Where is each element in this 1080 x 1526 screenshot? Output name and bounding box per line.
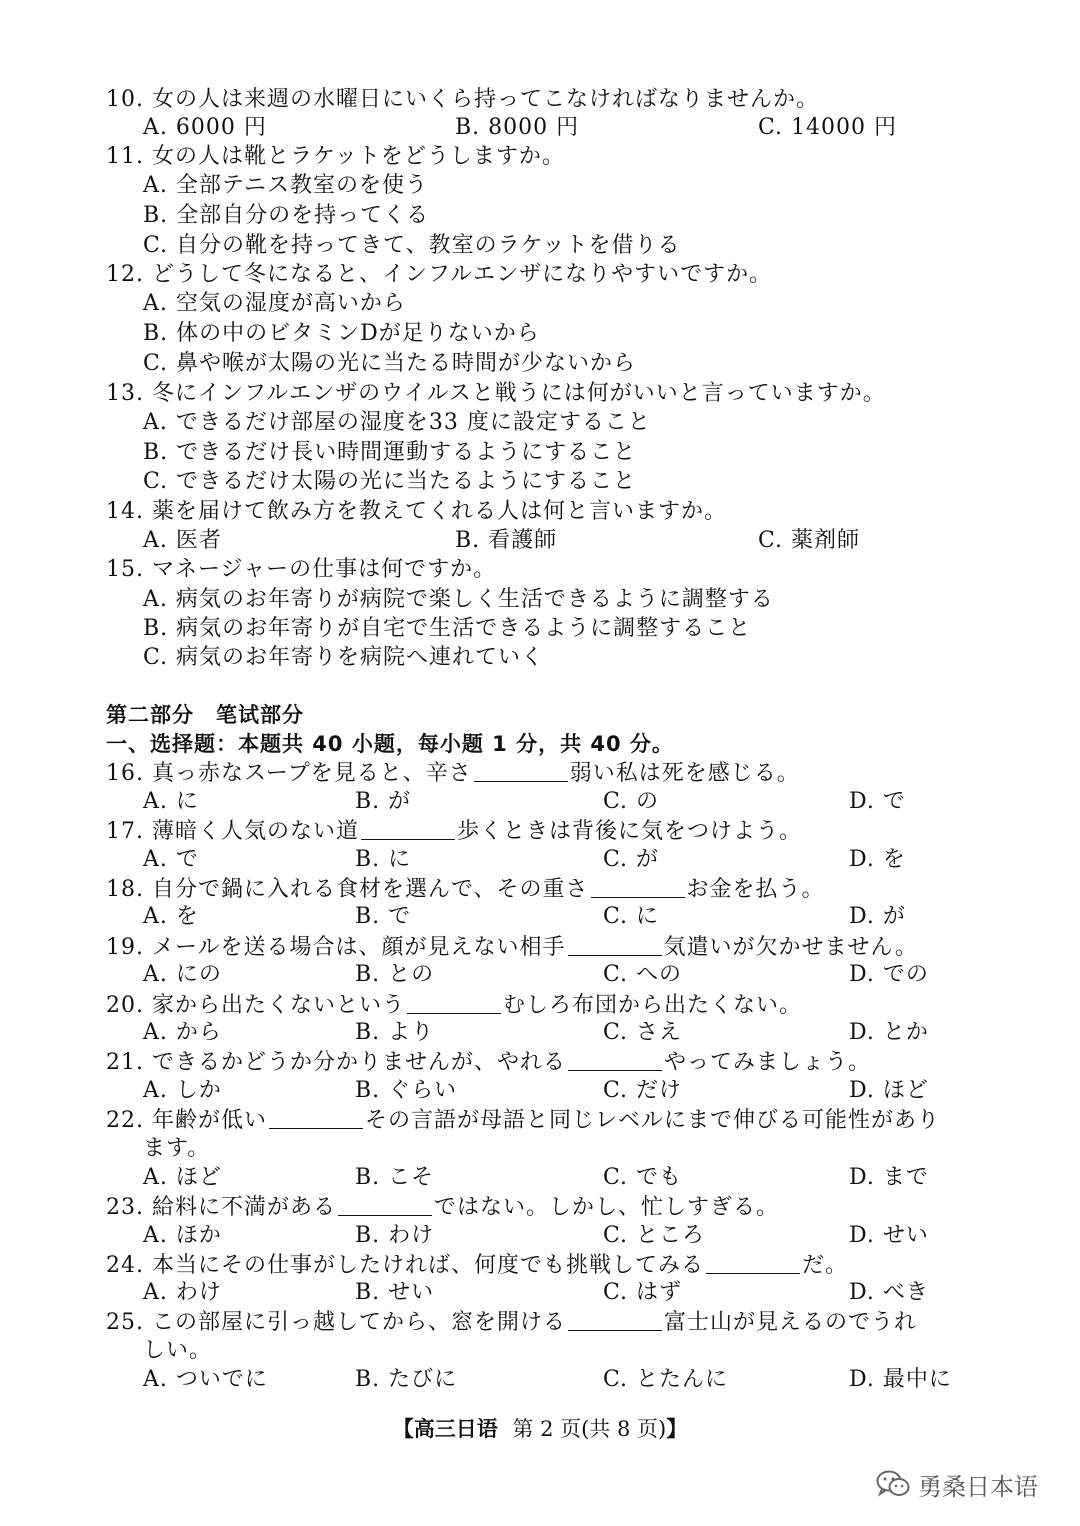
option-c: C. はず bbox=[603, 1280, 683, 1305]
option-d: D. ほど bbox=[849, 1078, 929, 1103]
option-b: B. 8000 円 bbox=[455, 115, 580, 140]
option-a: A. 6000 円 bbox=[143, 115, 267, 140]
wechat-icon bbox=[876, 1469, 910, 1499]
option-d: D. が bbox=[849, 904, 906, 929]
option-c: C. に bbox=[603, 904, 660, 929]
question-18: 18. 自分で鍋に入れる食材を選んで、その重さ お金を払う。 bbox=[106, 877, 825, 902]
page-number: 第 2 页(共 8 页) bbox=[512, 1417, 667, 1441]
option-a: A. 病気のお年寄りが病院で楽しく生活できるように調整する bbox=[143, 587, 774, 612]
page-footer bbox=[0, 1413, 1080, 1443]
option-c: C. ところ bbox=[603, 1223, 706, 1248]
option-c: C. できるだけ太陽の光に当たるようにすること bbox=[143, 469, 637, 494]
section-heading: 一、选择题：本题共 40 小题，每小题 1 分，共 40 分。 bbox=[106, 732, 674, 756]
options-21 bbox=[143, 1077, 963, 1105]
option-c: C. 自分の靴を持ってきて、教室のラケットを借りる bbox=[143, 233, 681, 258]
options-18 bbox=[143, 903, 963, 931]
question-16: 16. 真っ赤なスープを見ると、辛さ 弱い私は死を感じる。 bbox=[106, 761, 800, 786]
question-19: 19. メールを送る場合は、顔が見えない相手 気遣いが欠かせません。 bbox=[106, 935, 918, 960]
option-d: D. での bbox=[849, 962, 929, 987]
question-25: 25. この部屋に引っ越してから、窓を開ける 富士山が見えるのでうれ bbox=[106, 1310, 917, 1335]
option-a: A. に bbox=[143, 789, 199, 814]
answer-blank bbox=[407, 991, 501, 1014]
options-22 bbox=[143, 1164, 963, 1192]
question-21: 21. できるかどうか分かりませんが、やれる やってみましょう。 bbox=[106, 1050, 871, 1075]
options-25 bbox=[143, 1366, 963, 1394]
option-c: C. の bbox=[603, 789, 660, 814]
answer-blank bbox=[568, 1048, 662, 1071]
option-c: C. とたんに bbox=[603, 1367, 729, 1392]
option-b: B. こそ bbox=[355, 1165, 435, 1190]
option-c: C. 薬剤師 bbox=[758, 528, 861, 553]
question-24: 24. 本当にその仕事がしたければ、何度でも挑戦してみる だ。 bbox=[106, 1253, 848, 1278]
option-b: B. 体の中のビタミンDが足りないから bbox=[143, 321, 540, 346]
option-a: A. わけ bbox=[143, 1280, 222, 1305]
question-20: 20. 家から出たくないという むしろ布団から出たくない。 bbox=[106, 993, 802, 1018]
option-c: C. でも bbox=[603, 1165, 683, 1190]
options-20 bbox=[143, 1019, 963, 1047]
answer-blank bbox=[338, 1193, 432, 1216]
options-19 bbox=[143, 961, 963, 989]
option-c: C. さえ bbox=[603, 1020, 683, 1045]
question-14: 14. 薬を届けて飲み方を教えてくれる人は何と言いますか。 bbox=[106, 499, 727, 524]
option-b: B. ぐらい bbox=[355, 1078, 458, 1103]
option-a: A. しか bbox=[143, 1078, 222, 1103]
options-23 bbox=[143, 1222, 963, 1250]
option-d: D. とか bbox=[849, 1020, 929, 1045]
option-c: C. への bbox=[603, 962, 683, 987]
options-10 bbox=[143, 114, 963, 142]
question-22: 22. 年齢が低い その言語が母語と同じレベルにまで伸びる可能性があり bbox=[106, 1108, 940, 1133]
question-12: 12. どうして冬になると、インフルエンザになりやすいですか。 bbox=[106, 262, 773, 287]
answer-blank bbox=[474, 759, 568, 782]
option-b: B. で bbox=[355, 904, 412, 929]
option-a: A. ほど bbox=[143, 1165, 222, 1190]
option-d: D. を bbox=[849, 847, 906, 872]
option-b: B. 全部自分のを持ってくる bbox=[143, 203, 430, 228]
option-a: A. ついでに bbox=[143, 1367, 268, 1392]
question-23: 23. 給料に不満がある ではない。しかし、忙しすぎる。 bbox=[106, 1195, 779, 1220]
question-25-continued: しい。 bbox=[143, 1338, 213, 1363]
option-c: C. 14000 円 bbox=[758, 115, 898, 140]
options-16 bbox=[143, 788, 963, 816]
option-d: D. せい bbox=[849, 1223, 929, 1248]
question-15: 15. マネージャーの仕事は何ですか。 bbox=[106, 557, 497, 582]
option-b: B. できるだけ長い時間運動するようにすること bbox=[143, 440, 637, 465]
option-d: D. 最中に bbox=[849, 1367, 952, 1392]
part-two-title: 第二部分 笔试部分 bbox=[106, 703, 304, 727]
option-b: B. との bbox=[355, 962, 435, 987]
option-c: C. 病気のお年寄りを病院へ連れていく bbox=[143, 645, 545, 670]
answer-blank bbox=[269, 1106, 363, 1129]
option-d: D. で bbox=[849, 789, 906, 814]
option-b: B. たびに bbox=[355, 1367, 458, 1392]
option-b: B. より bbox=[355, 1020, 435, 1045]
option-a: A. できるだけ部屋の湿度を33 度に設定すること bbox=[143, 410, 651, 435]
answer-blank bbox=[568, 933, 662, 956]
option-b: B. 病気のお年寄りが自宅で生活できるように調整すること bbox=[143, 616, 752, 641]
option-a: A. 空気の湿度が高いから bbox=[143, 291, 406, 316]
watermark-text: 勇桑日本语 bbox=[918, 1472, 1038, 1501]
option-b: B. に bbox=[355, 847, 412, 872]
option-c: C. 鼻や喉が太陽の光に当たる時間が少ないから bbox=[143, 351, 637, 376]
option-c: C. だけ bbox=[603, 1078, 683, 1103]
option-d: D. まで bbox=[849, 1165, 929, 1190]
option-b: B. 看護師 bbox=[455, 528, 558, 553]
option-b: B. が bbox=[355, 789, 412, 814]
option-a: A. で bbox=[143, 847, 199, 872]
option-d: D. べき bbox=[849, 1280, 929, 1305]
options-24 bbox=[143, 1279, 963, 1307]
footer-bracket: 】 bbox=[666, 1417, 688, 1441]
option-a: A. ほか bbox=[143, 1223, 222, 1248]
question-22-continued: ます。 bbox=[143, 1136, 211, 1161]
question-13: 13. 冬にインフルエンザのウイルスと戦うには何がいいと言っていますか。 bbox=[106, 381, 886, 406]
option-a: A. 全部テニス教室のを使う bbox=[143, 173, 428, 198]
option-a: A. を bbox=[143, 904, 199, 929]
option-a: A. にの bbox=[143, 962, 222, 987]
option-b: B. わけ bbox=[355, 1223, 435, 1248]
options-17 bbox=[143, 846, 963, 874]
option-a: A. から bbox=[143, 1020, 222, 1045]
options-14 bbox=[143, 527, 963, 555]
answer-blank bbox=[568, 1308, 662, 1331]
question-11: 11. 女の人は靴とラケットをどうしますか。 bbox=[106, 144, 565, 169]
option-a: A. 医者 bbox=[143, 528, 222, 553]
answer-blank bbox=[591, 875, 685, 898]
question-10: 10. 女の人は来週の水曜日にいくら持ってこなければなりませんか。 bbox=[106, 87, 819, 112]
watermark bbox=[876, 1466, 1038, 1502]
option-b: B. せい bbox=[355, 1280, 435, 1305]
answer-blank bbox=[361, 817, 455, 840]
option-c: C. が bbox=[603, 847, 660, 872]
answer-blank bbox=[706, 1251, 800, 1274]
footer-subject: 【高三日语 bbox=[392, 1417, 498, 1441]
question-17: 17. 薄暗く人気のない道 歩くときは背後に気をつけよう。 bbox=[106, 819, 802, 844]
